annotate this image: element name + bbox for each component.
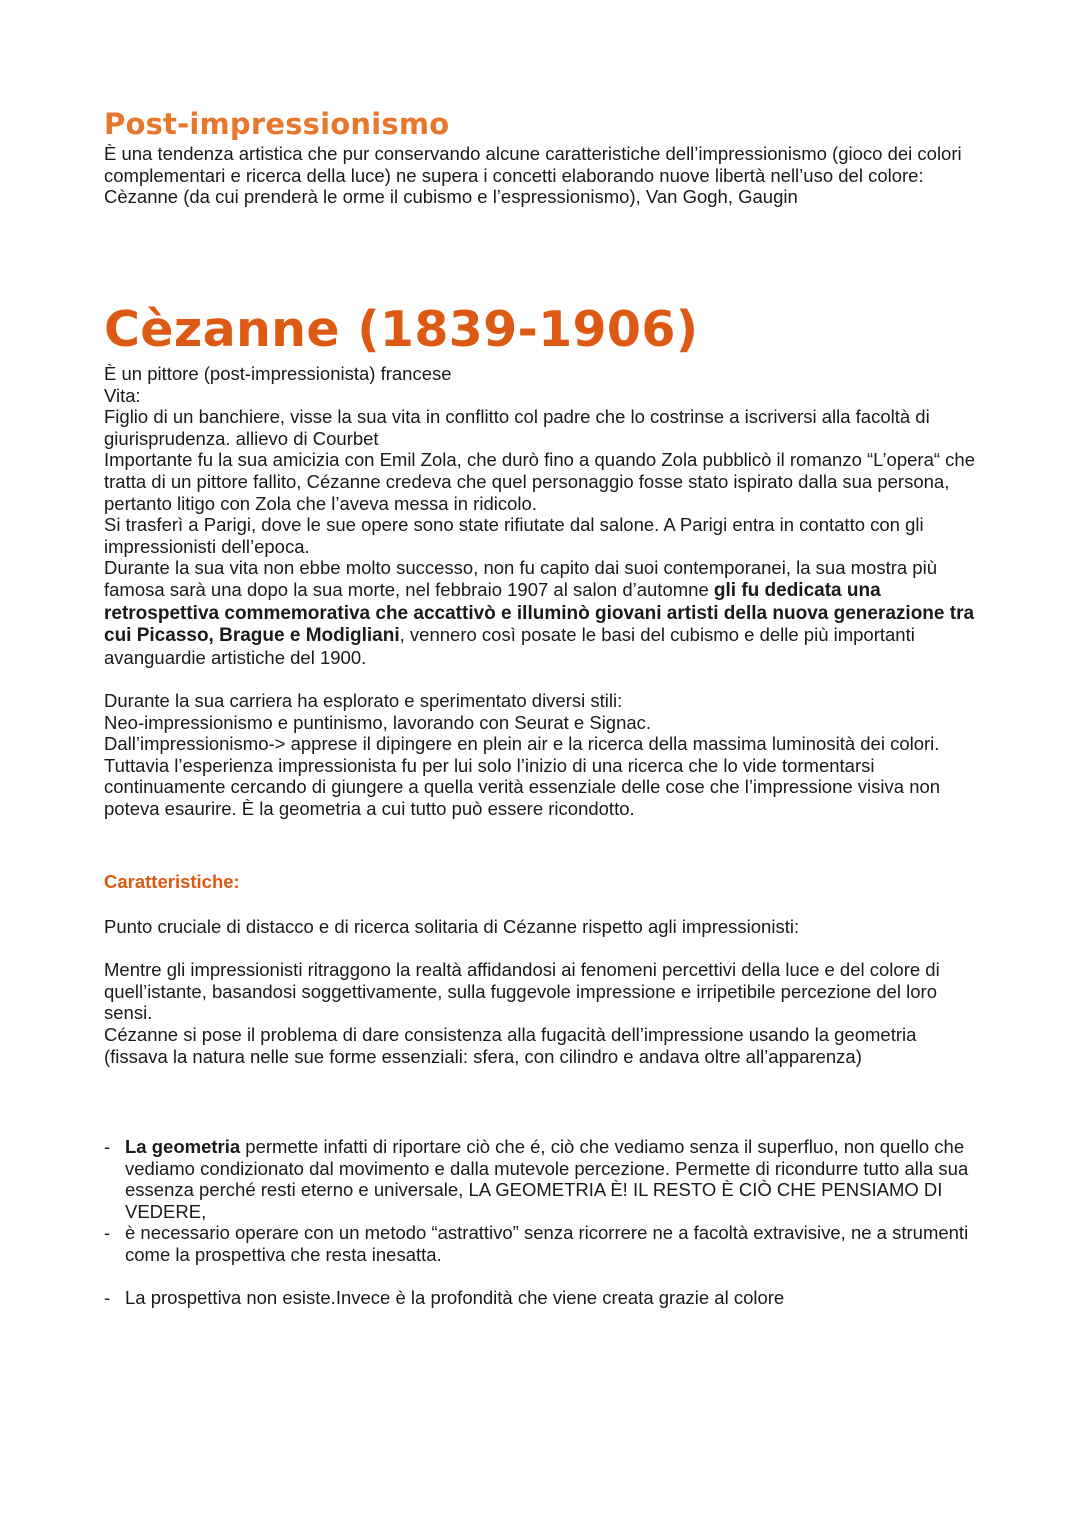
dash-bullet: - xyxy=(104,1287,111,1309)
bullet-1-text: permette infatti di riportare ciò che é, ciò che vediamo senza il superfluo, non quello che vediamo condizionato dal movimento e dalla mutevole percezione. Permette di ricondurre tutto alla sua essenza perché resti eterno e universale, LA GEOMETRIA È! IL RESTO È CIÒ CHE PENSIAMO DI VEDERE, xyxy=(125,1136,969,1222)
characteristics-paragraph-2: Mentre gli impressionisti ritraggono la realtà affidandosi ai fenomeni percettivi della luce e del colore di quell’istante, basandosi soggettivamente, sulla fuggevole impressione e irripetibile percezione del loro sensi. xyxy=(104,959,940,1024)
bullet-2-text: è necessario operare con un metodo “astrattivo” senza ricorrere ne a facoltà extravisive, ne a strumenti come la prospettiva che resta inesatta. xyxy=(125,1222,969,1265)
dash-bullet: - xyxy=(104,1222,111,1244)
bio-paragraph-4 xyxy=(104,557,984,668)
styles-paragraph-4: Tuttavia l’esperienza impressionista fu per lui solo l’inizio di una ricerca che lo vide tormentarsi continuamente cercando di giungere a quella verità essenziale delle cose che l’impressione visiva non poteva esaurire. È la geometria a cui tutto può essere ricondotto. xyxy=(104,754,941,819)
bio-paragraph-2: Importante fu la sua amicizia con Emil Zola, che durò fino a quando Zola pubblicò il romanzo “L’opera“ che tratta di un pittore fallito, Cézanne credeva che quel personaggio fosse stato ispirato dalla sua persona, pertanto litigo con Zola che l’aveva messa in ridicolo. xyxy=(104,449,975,514)
bio-paragraph-4-start: Durante la sua vita non ebbe molto successo, non fu capito dai suoi contemporanei, la sua mostra più famosa sarà una dopo la sua morte, nel febbraio 1907 al salon d’automne xyxy=(104,557,937,600)
styles-paragraph-3: Dall’impressionismo-> apprese il dipingere en plein air e la ricerca della massima luminosità dei colori. xyxy=(104,733,940,755)
caratteristiche-heading: Caratteristiche: xyxy=(104,871,240,892)
characteristics-list xyxy=(104,1136,984,1309)
caratteristiche-body xyxy=(104,916,984,1067)
list-item xyxy=(104,1222,984,1265)
styles-paragraph-2: Neo-impressionismo e puntinismo, lavorando con Seurat e Signac. xyxy=(104,711,652,733)
list-item xyxy=(104,1136,984,1222)
bullet-3-text: La prospettiva non esiste.Invece è la profondità che viene creata grazie al colore xyxy=(125,1287,785,1309)
post-impressionism-paragraph xyxy=(104,143,984,208)
vita-label: Vita: xyxy=(104,384,141,406)
bullet-list xyxy=(104,1136,984,1309)
characteristics-paragraph-1: Punto cruciale di distacco e di ricerca solitaria di Cézanne rispetto agli impressionisti: xyxy=(104,916,800,937)
bio-paragraph-4-bold: gli fu dedicata una retrospettiva commemorativa che accattivò e illuminò giovani artisti della nuova generazione tra cui Picasso, Brague e Modigliani xyxy=(104,579,975,647)
spacer xyxy=(104,938,984,960)
post-impressionism-heading: Post-impressionismo xyxy=(104,107,450,141)
bio-paragraph-3: Si trasferì a Parigi, dove le sue opere sono state rifiutate dal salone. A Parigi entra in contatto con gli impressionisti dell’epoca. xyxy=(104,514,924,557)
cezanne-intro: È un pittore (post-impressionista) francese xyxy=(104,363,452,384)
list-item xyxy=(104,1287,984,1309)
bullet-1-bold: La geometria xyxy=(125,1136,241,1157)
styles-paragraph-1: Durante la sua carriera ha esplorato e sperimentato diversi stili: xyxy=(104,689,623,711)
bio-paragraph-1: Figlio di un banchiere, visse la sua vita in conflitto col padre che lo costrinse a iscriversi alla facoltà di giurisprudenza. allievo di Courbet xyxy=(104,406,930,449)
spacer xyxy=(104,668,984,690)
dash-bullet: - xyxy=(104,1136,111,1157)
cezanne-heading: Cèzanne (1839-1906) xyxy=(104,301,699,358)
post-impressionism-text: È una tendenza artistica che pur conservando alcune caratteristiche dell’impressionismo (gioco dei colori complementari e ricerca della luce) ne supera i concetti elaborando nuove libertà nell’uso del colore: Cèzanne (da cui prenderà le orme il cubismo e l’espressionismo), Van Gogh, Gaugin xyxy=(104,143,962,208)
characteristics-paragraph-3: Cézanne si pose il problema di dare consistenza alla fugacità dell’impressione usando la geometria (fissava la natura nelle sue forme essenziali: sfera, con cilindro e andava oltre all’apparenza) xyxy=(104,1023,917,1067)
bio-paragraph-4-end: , vennero così posate le basi del cubismo e delle più importanti avanguardie artistiche del 1900. xyxy=(104,624,915,668)
cezanne-biography xyxy=(104,363,984,819)
